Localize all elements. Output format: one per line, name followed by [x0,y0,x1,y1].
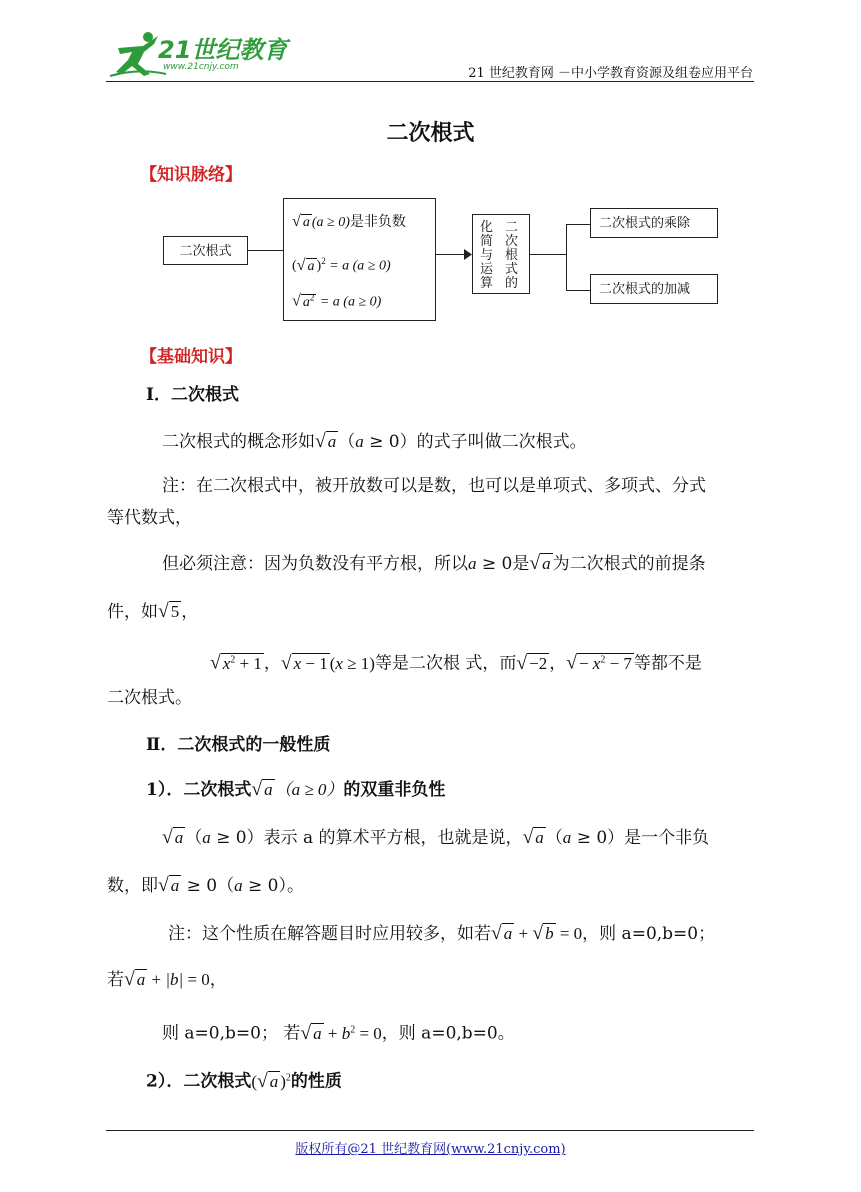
subheading-2: 2）．二次根式(√ a )$^2$的性质 [146,1070,342,1092]
paragraph-condition-cont: 件，如√ 5 ， [107,601,199,622]
section-basic-heading: 【基础知识】 [140,347,242,367]
logo-url: www.21cnjy.com [163,62,239,72]
footer-copyright-link[interactable]: 版权所有@21 世纪教育网(www.21cnjy.com) [295,1142,566,1157]
mid-line-3: √ $a^2 = a$ (a ≥ 0) [292,292,382,310]
mid-line-2: (√ a )$^2$ = a (a ≥ 0) [292,256,391,274]
footer-rule [106,1130,754,1131]
connector-line [248,250,283,251]
branch-bottom [566,290,590,291]
paragraph-examples: √ $x^2 + 1$ ，√ x − 1 (x ≥ 1)等是二次根 式，而√ −2 ，√ − $x^2 - 7$ 等都不是 [210,652,702,674]
paragraph-nonnegative-cont: 数，即√ a ≥ 0（a ≥ 0）。 [107,875,304,896]
subheading-1: 1）．二次根式√ a （a ≥ 0）的双重非负性 [146,779,446,800]
paragraph-note-3: 则 a=0,b=0； 若√ $a + b^2 = 0$，则 a=0,b=0。 [162,1022,515,1044]
branch-top [566,224,590,225]
heading-2: Ⅱ．二次根式的一般性质 [146,735,331,755]
diagram-left-box: 二次根式 [163,236,248,265]
site-label: 21 世纪教育网 －中小学教育资源及组卷应用平台 [468,66,753,81]
mid-line-1: √ a (a ≥ 0)是非负数 [292,213,406,230]
paragraph-note-1: 注：在二次根式中，被开放数可以是数，也可以是单项式、多项式、分式 [162,476,706,496]
section-context-heading: 【知识脉络】 [140,165,242,185]
diagram-right-top-box: 二次根式的乘除 [590,208,718,238]
diagram-right-bottom-box: 二次根式的加减 [590,274,718,304]
header-rule [106,81,754,82]
paragraph-note-2-cont: 若√ a + |b| = 0， [107,969,227,990]
vertical-text-left: 化简与运算 [480,219,494,290]
paragraph-nonnegative: √ a （a ≥ 0）表示 a 的算术平方根，也就是说，√ a （a ≥ 0）是一个非负 [162,827,710,848]
vertical-text-right: 二次根式的 [505,219,519,290]
diagram-vertical-box [472,214,530,294]
paragraph-note-2: 注：这个性质在解答题目时应用较多，如若√ a + √ b = 0，则 a=0,b=0； [168,923,716,944]
paragraph-definition: 二次根式的概念形如√ a （a ≥ 0）的式子叫做二次根式。 [162,431,587,452]
paragraph-note-1-cont: 等代数式， [107,508,192,528]
paragraph-examples-cont: 二次根式。 [107,688,192,708]
arrow-line [436,254,466,255]
heading-1: Ⅰ．二次根式 [146,385,239,405]
branch-vertical [566,224,567,290]
page-title: 二次根式 [386,120,475,146]
paragraph-condition: 但必须注意：因为负数没有平方根，所以a ≥ 0是√ a 为二次根式的前提条 [162,553,706,574]
header-logo [108,28,288,80]
diagram-mid-box [283,198,436,321]
logo-text: 21世纪教育 [158,36,288,64]
branch-line [530,254,566,255]
